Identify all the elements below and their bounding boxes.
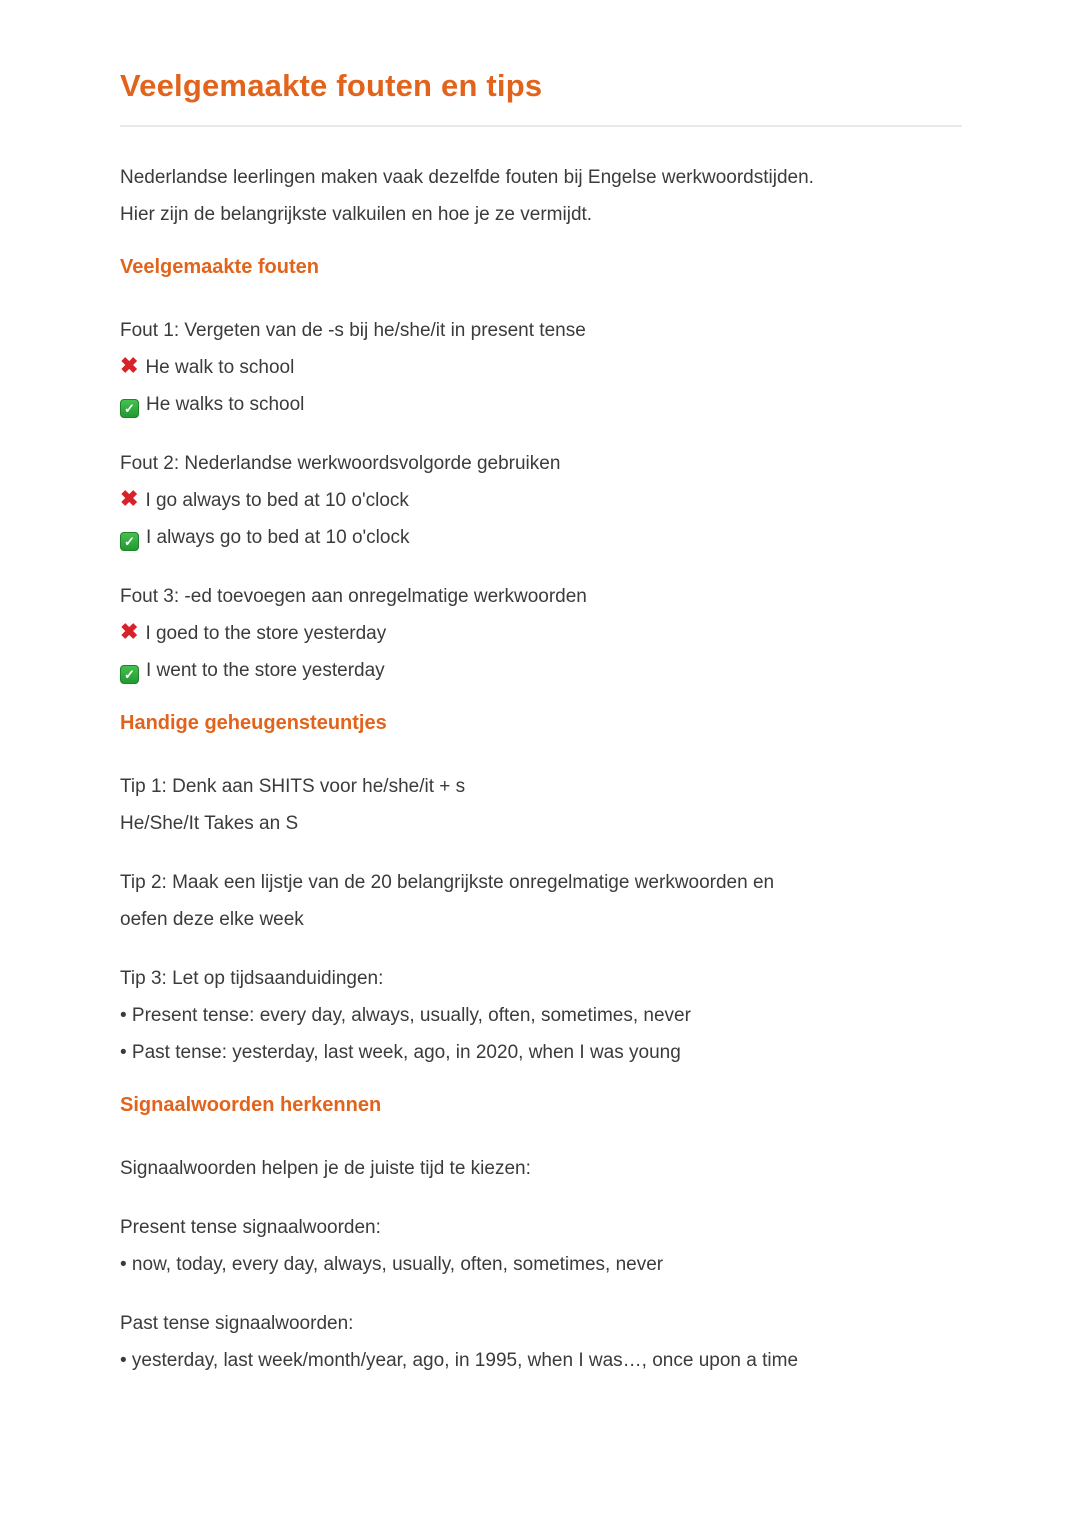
- tip-3-bullet-present: • Present tense: every day, always, usually, often, sometimes, never: [120, 1005, 691, 1026]
- present-signaalwoorden-block: [120, 1209, 962, 1283]
- signaalwoorden-intro: [120, 1150, 962, 1187]
- tip-2-line-1: Tip 2: Maak een lijstje van de 20 belangrijkste onregelmatige werkwoorden en: [120, 872, 775, 893]
- title-divider: [120, 125, 962, 127]
- fout-2-wrong-example: [120, 482, 962, 519]
- fout-1-wrong-example: [120, 349, 962, 386]
- fout-3-wrong-text: I goed to the store yesterday: [145, 623, 387, 644]
- present-signaalwoorden-label: Present tense signaalwoorden:: [120, 1217, 381, 1238]
- fout-3-wrong-example: [120, 615, 962, 652]
- fout-3-block: [120, 578, 962, 689]
- signaalwoorden-intro-line: Signaalwoorden helpen je de juiste tijd te kiezen:: [120, 1158, 531, 1179]
- intro-paragraph: [120, 159, 962, 233]
- section-heading-veelgemaakte-fouten: Veelgemaakte fouten: [120, 256, 319, 278]
- tip-1-line-2: He/She/It Takes an S: [120, 813, 299, 834]
- fout-1-label: Fout 1: Vergeten van de -s bij he/she/it in present tense: [120, 320, 586, 341]
- cross-mark-icon: ✖: [120, 486, 139, 511]
- fout-2-right-text: I always go to bed at 10 o'clock: [146, 527, 410, 548]
- cross-mark-icon: ✖: [120, 353, 139, 378]
- intro-line-2: Hier zijn de belangrijkste valkuilen en hoe je ze vermijdt.: [120, 204, 593, 225]
- fout-1-block: [120, 312, 962, 423]
- cross-mark-icon: ✖: [120, 619, 139, 644]
- check-mark-icon: ✓: [120, 665, 139, 684]
- section-heading-signaalwoorden-herkennen: Signaalwoorden herkennen: [120, 1094, 382, 1116]
- intro-line-1: Nederlandse leerlingen maken vaak dezelfde fouten bij Engelse werkwoordstijden.: [120, 167, 814, 188]
- past-signaalwoorden-bullet: • yesterday, last week/month/year, ago, in 1995, when I was…, once upon a time: [120, 1350, 799, 1371]
- tip-3-label: Tip 3: Let op tijdsaanduidingen:: [120, 968, 384, 989]
- fout-1-right-example: [120, 386, 962, 423]
- present-signaalwoorden-bullet: • now, today, every day, always, usually, often, sometimes, never: [120, 1254, 664, 1275]
- fout-3-label: Fout 3: -ed toevoegen aan onregelmatige werkwoorden: [120, 586, 587, 607]
- tip-1-line-1: Tip 1: Denk aan SHITS voor he/she/it + s: [120, 776, 466, 797]
- tip-2-line-2: oefen deze elke week: [120, 909, 304, 930]
- fout-2-block: [120, 445, 962, 556]
- tip-1-block: [120, 768, 962, 842]
- section-heading-handige-geheugensteuntjes: Handige geheugensteuntjes: [120, 712, 387, 734]
- fout-3-right-text: I went to the store yesterday: [146, 660, 385, 681]
- fout-1-right-text: He walks to school: [146, 394, 305, 415]
- tip-2-block: [120, 864, 962, 938]
- page-title: Veelgemaakte fouten en tips: [120, 68, 543, 103]
- fout-2-right-example: [120, 519, 962, 556]
- fout-2-wrong-text: I go always to bed at 10 o'clock: [145, 490, 409, 511]
- fout-1-wrong-text: He walk to school: [145, 357, 295, 378]
- past-signaalwoorden-block: [120, 1305, 962, 1379]
- fout-2-label: Fout 2: Nederlandse werkwoordsvolgorde gebruiken: [120, 453, 561, 474]
- check-mark-icon: ✓: [120, 532, 139, 551]
- tip-3-block: [120, 960, 962, 1071]
- past-signaalwoorden-label: Past tense signaalwoorden:: [120, 1313, 354, 1334]
- check-mark-icon: ✓: [120, 399, 139, 418]
- fout-3-right-example: [120, 652, 962, 689]
- tip-3-bullet-past: • Past tense: yesterday, last week, ago, in 2020, when I was young: [120, 1042, 681, 1063]
